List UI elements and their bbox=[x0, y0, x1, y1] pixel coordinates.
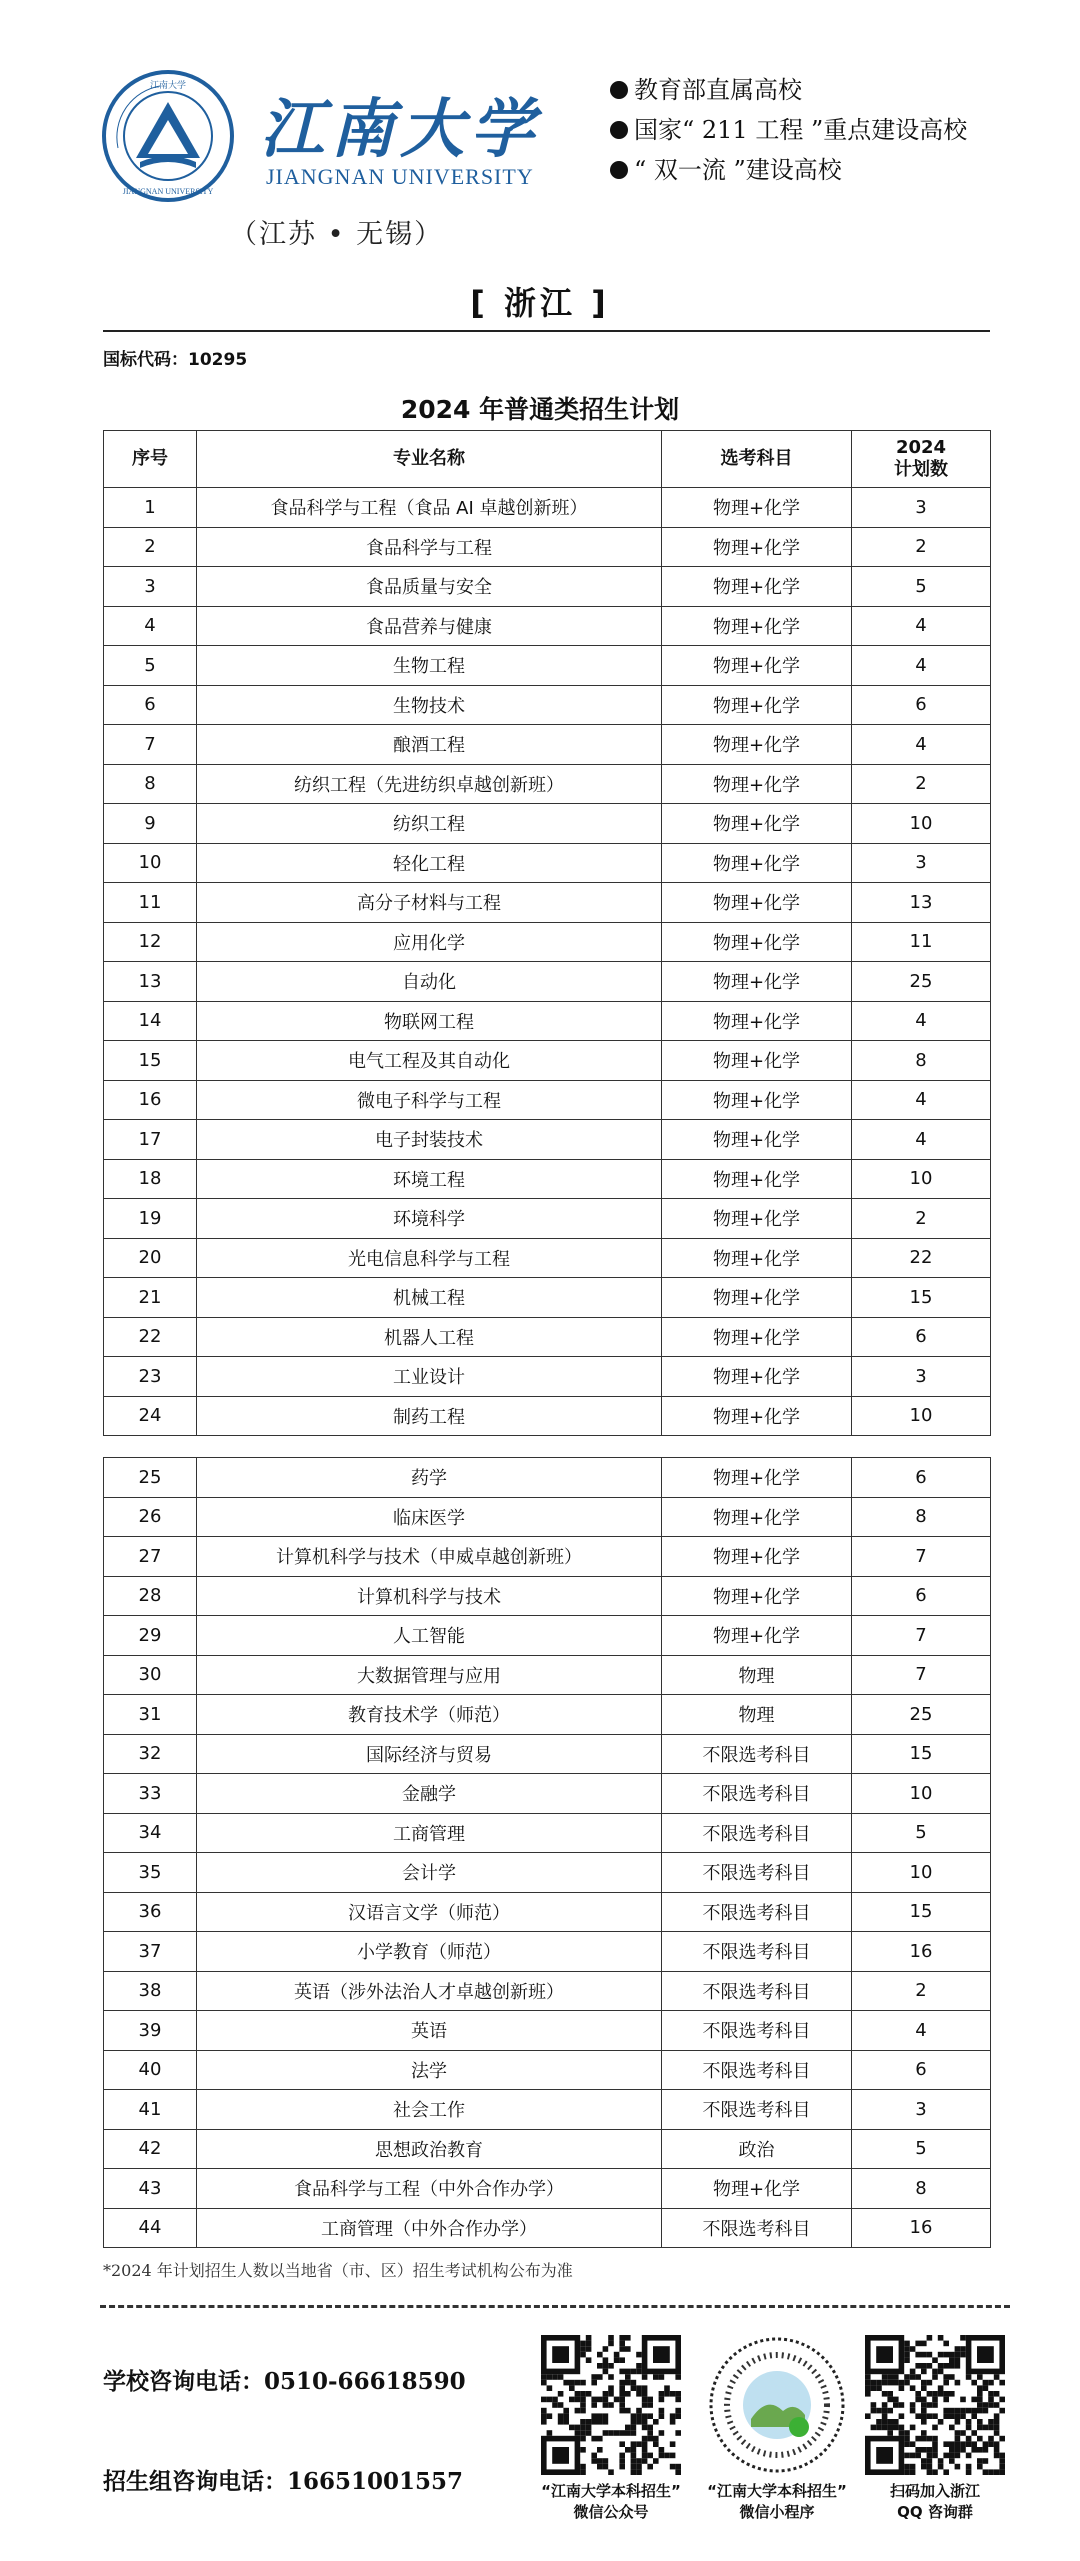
bullet-icon bbox=[610, 81, 628, 99]
cell-count: 6 bbox=[852, 1317, 991, 1357]
cell-no: 38 bbox=[104, 1971, 197, 2011]
cell-count: 13 bbox=[852, 883, 991, 923]
qr-caption: “江南大学本科招生” 微信公众号 bbox=[541, 2482, 681, 2521]
cell-no: 25 bbox=[104, 1458, 197, 1498]
table-row bbox=[104, 2169, 991, 2209]
cell-subject: 物理+化学 bbox=[662, 1080, 852, 1120]
cell-count: 10 bbox=[852, 1159, 991, 1199]
cell-subject: 物理+化学 bbox=[662, 1458, 852, 1498]
cell-count: 25 bbox=[852, 1695, 991, 1735]
table-row bbox=[104, 1199, 991, 1239]
cell-subject: 物理+化学 bbox=[662, 1041, 852, 1081]
cell-subject: 物理+化学 bbox=[662, 1120, 852, 1160]
cell-major: 微电子科学与工程 bbox=[197, 1080, 662, 1120]
table-header-row bbox=[104, 431, 991, 488]
cell-major: 大数据管理与应用 bbox=[197, 1655, 662, 1695]
cell-subject: 不限选考科目 bbox=[662, 1774, 852, 1814]
table-row bbox=[104, 1120, 991, 1160]
cell-subject: 物理+化学 bbox=[662, 883, 852, 923]
svg-text:江南大学: 江南大学 bbox=[149, 81, 187, 91]
cell-count: 2 bbox=[852, 764, 991, 804]
cell-count: 8 bbox=[852, 2169, 991, 2209]
table-row bbox=[104, 527, 991, 567]
table-row bbox=[104, 725, 991, 765]
qr-code-icon bbox=[865, 2335, 1005, 2475]
cell-major: 教育技术学（师范） bbox=[197, 1695, 662, 1735]
cell-no: 7 bbox=[104, 725, 197, 765]
cell-no: 13 bbox=[104, 962, 197, 1002]
cell-no: 5 bbox=[104, 646, 197, 686]
cell-count: 4 bbox=[852, 1001, 991, 1041]
cell-subject: 物理+化学 bbox=[662, 1497, 852, 1537]
cell-major: 国际经济与贸易 bbox=[197, 1734, 662, 1774]
cell-no: 20 bbox=[104, 1238, 197, 1278]
table-row bbox=[104, 883, 991, 923]
cell-count: 8 bbox=[852, 1041, 991, 1081]
cell-subject: 物理+化学 bbox=[662, 1396, 852, 1436]
cell-major: 环境工程 bbox=[197, 1159, 662, 1199]
cell-subject: 不限选考科目 bbox=[662, 2011, 852, 2051]
plan-title: 2024 年普通类招生计划 bbox=[400, 395, 680, 424]
cell-count: 4 bbox=[852, 1120, 991, 1160]
table-row bbox=[104, 488, 991, 528]
cell-major: 电子封装技术 bbox=[197, 1120, 662, 1160]
cell-count: 10 bbox=[852, 804, 991, 844]
cell-count: 6 bbox=[852, 1458, 991, 1498]
mini-program-code-icon bbox=[707, 2335, 847, 2475]
table-row bbox=[104, 1576, 991, 1616]
qr-wechat-account bbox=[536, 2335, 686, 2523]
cell-no: 34 bbox=[104, 1813, 197, 1853]
cell-subject: 不限选考科目 bbox=[662, 1813, 852, 1853]
cell-subject: 物理 bbox=[662, 1695, 852, 1735]
table-row bbox=[104, 685, 991, 725]
cell-subject: 物理+化学 bbox=[662, 1001, 852, 1041]
cell-no: 22 bbox=[104, 1317, 197, 1357]
cell-no: 9 bbox=[104, 804, 197, 844]
cell-major: 机械工程 bbox=[197, 1278, 662, 1318]
cell-major: 食品质量与安全 bbox=[197, 567, 662, 607]
cell-no: 18 bbox=[104, 1159, 197, 1199]
cell-subject: 不限选考科目 bbox=[662, 1734, 852, 1774]
cell-count: 4 bbox=[852, 606, 991, 646]
qr-mini-program bbox=[702, 2335, 852, 2523]
cell-count: 15 bbox=[852, 1734, 991, 1774]
cell-subject: 物理 bbox=[662, 1655, 852, 1695]
cell-no: 39 bbox=[104, 2011, 197, 2051]
cell-count: 6 bbox=[852, 1576, 991, 1616]
table-row bbox=[104, 567, 991, 607]
university-emblem-logo bbox=[100, 68, 236, 204]
cell-count: 7 bbox=[852, 1616, 991, 1656]
feature-item: “ 双一流 ”建设高校 bbox=[610, 150, 1030, 190]
cell-major: 法学 bbox=[197, 2050, 662, 2090]
cell-major: 纺织工程 bbox=[197, 804, 662, 844]
cell-major: 高分子材料与工程 bbox=[197, 883, 662, 923]
cell-no: 41 bbox=[104, 2090, 197, 2130]
cell-major: 计算机科学与技术（申威卓越创新班） bbox=[197, 1537, 662, 1577]
school-phone: 学校咨询电话：0510-66618590 bbox=[103, 2368, 466, 2395]
cell-count: 2 bbox=[852, 1971, 991, 2011]
cell-count: 10 bbox=[852, 1396, 991, 1436]
cell-subject: 物理+化学 bbox=[662, 804, 852, 844]
table-row bbox=[104, 646, 991, 686]
cell-count: 6 bbox=[852, 685, 991, 725]
cell-major: 轻化工程 bbox=[197, 843, 662, 883]
cell-no: 36 bbox=[104, 1892, 197, 1932]
cell-no: 14 bbox=[104, 1001, 197, 1041]
cell-major: 食品科学与工程（食品 AI 卓越创新班） bbox=[197, 488, 662, 528]
cell-no: 19 bbox=[104, 1199, 197, 1239]
table-row bbox=[104, 962, 991, 1002]
cell-no: 21 bbox=[104, 1278, 197, 1318]
cell-count: 7 bbox=[852, 1537, 991, 1577]
cell-major: 物联网工程 bbox=[197, 1001, 662, 1041]
cell-subject: 不限选考科目 bbox=[662, 1892, 852, 1932]
emblem-icon bbox=[100, 68, 236, 204]
table-row bbox=[104, 1734, 991, 1774]
cell-no: 31 bbox=[104, 1695, 197, 1735]
cell-subject: 物理+化学 bbox=[662, 764, 852, 804]
table-row bbox=[104, 1497, 991, 1537]
header-subject: 选考科目 bbox=[662, 431, 852, 488]
cell-no: 3 bbox=[104, 567, 197, 607]
university-name-cn: 江南大学 bbox=[260, 92, 540, 167]
cell-count: 4 bbox=[852, 2011, 991, 2051]
cell-count: 16 bbox=[852, 1932, 991, 1972]
cell-major: 计算机科学与技术 bbox=[197, 1576, 662, 1616]
cell-subject: 政治 bbox=[662, 2129, 852, 2169]
cell-count: 11 bbox=[852, 922, 991, 962]
cell-no: 37 bbox=[104, 1932, 197, 1972]
table-row bbox=[104, 2208, 991, 2248]
table-row bbox=[104, 843, 991, 883]
cell-no: 2 bbox=[104, 527, 197, 567]
table-row bbox=[104, 1041, 991, 1081]
cell-count: 25 bbox=[852, 962, 991, 1002]
footnote: *2024 年计划招生人数以当地省（市、区）招生考试机构公布为准 bbox=[103, 2261, 573, 2280]
cell-subject: 物理+化学 bbox=[662, 962, 852, 1002]
cell-major: 英语 bbox=[197, 2011, 662, 2051]
cell-count: 3 bbox=[852, 1357, 991, 1397]
cell-major: 应用化学 bbox=[197, 922, 662, 962]
cell-no: 8 bbox=[104, 764, 197, 804]
table-row bbox=[104, 1932, 991, 1972]
cell-count: 5 bbox=[852, 1813, 991, 1853]
feature-list bbox=[610, 70, 1030, 190]
cell-subject: 物理+化学 bbox=[662, 1238, 852, 1278]
cell-subject: 物理+化学 bbox=[662, 1537, 852, 1577]
cell-no: 33 bbox=[104, 1774, 197, 1814]
cell-no: 32 bbox=[104, 1734, 197, 1774]
cell-no: 26 bbox=[104, 1497, 197, 1537]
table-row bbox=[104, 1892, 991, 1932]
cell-no: 11 bbox=[104, 883, 197, 923]
cell-no: 24 bbox=[104, 1396, 197, 1436]
cell-major: 小学教育（师范） bbox=[197, 1932, 662, 1972]
table-row bbox=[104, 606, 991, 646]
cell-no: 23 bbox=[104, 1357, 197, 1397]
cell-no: 30 bbox=[104, 1655, 197, 1695]
cell-major: 社会工作 bbox=[197, 2090, 662, 2130]
table-row bbox=[104, 2090, 991, 2130]
cell-major: 光电信息科学与工程 bbox=[197, 1238, 662, 1278]
cell-no: 10 bbox=[104, 843, 197, 883]
enrollment-table-part1 bbox=[103, 430, 991, 1436]
cell-major: 电气工程及其自动化 bbox=[197, 1041, 662, 1081]
cell-major: 制药工程 bbox=[197, 1396, 662, 1436]
cell-count: 4 bbox=[852, 646, 991, 686]
cell-no: 12 bbox=[104, 922, 197, 962]
cell-subject: 物理+化学 bbox=[662, 685, 852, 725]
table-row bbox=[104, 1853, 991, 1893]
cell-count: 8 bbox=[852, 1497, 991, 1537]
cell-subject: 物理+化学 bbox=[662, 646, 852, 686]
cell-count: 2 bbox=[852, 527, 991, 567]
cell-subject: 不限选考科目 bbox=[662, 2208, 852, 2248]
cell-subject: 物理+化学 bbox=[662, 606, 852, 646]
cell-no: 28 bbox=[104, 1576, 197, 1616]
cell-count: 3 bbox=[852, 843, 991, 883]
cell-major: 人工智能 bbox=[197, 1616, 662, 1656]
cell-count: 6 bbox=[852, 2050, 991, 2090]
cell-count: 10 bbox=[852, 1853, 991, 1893]
table-row bbox=[104, 1655, 991, 1695]
cell-major: 工商管理 bbox=[197, 1813, 662, 1853]
table-row bbox=[104, 1357, 991, 1397]
cell-subject: 不限选考科目 bbox=[662, 1853, 852, 1893]
table-row bbox=[104, 1813, 991, 1853]
qr-code-icon bbox=[541, 2335, 681, 2475]
cell-subject: 物理+化学 bbox=[662, 725, 852, 765]
table-row bbox=[104, 764, 991, 804]
divider bbox=[103, 330, 990, 332]
table-row bbox=[104, 1238, 991, 1278]
cell-major: 生物工程 bbox=[197, 646, 662, 686]
table-row bbox=[104, 1001, 991, 1041]
cell-count: 15 bbox=[852, 1278, 991, 1318]
cell-subject: 物理+化学 bbox=[662, 843, 852, 883]
cell-no: 15 bbox=[104, 1041, 197, 1081]
table-row bbox=[104, 2050, 991, 2090]
table-row bbox=[104, 1278, 991, 1318]
table-row bbox=[104, 922, 991, 962]
cell-major: 工业设计 bbox=[197, 1357, 662, 1397]
dashed-divider bbox=[100, 2305, 1010, 2308]
header-count: 2024 计划数 bbox=[852, 431, 991, 488]
cell-count: 22 bbox=[852, 1238, 991, 1278]
cell-subject: 物理+化学 bbox=[662, 527, 852, 567]
cell-major: 食品科学与工程 bbox=[197, 527, 662, 567]
cell-major: 机器人工程 bbox=[197, 1317, 662, 1357]
table-row bbox=[104, 2129, 991, 2169]
table-row bbox=[104, 1616, 991, 1656]
university-name-en: JIANGNAN UNIVERSITY bbox=[266, 164, 534, 189]
cell-major: 汉语言文学（师范） bbox=[197, 1892, 662, 1932]
cell-major: 英语（涉外法治人才卓越创新班） bbox=[197, 1971, 662, 2011]
table-row bbox=[104, 1537, 991, 1577]
cell-no: 35 bbox=[104, 1853, 197, 1893]
cell-count: 4 bbox=[852, 725, 991, 765]
cell-major: 自动化 bbox=[197, 962, 662, 1002]
cell-no: 40 bbox=[104, 2050, 197, 2090]
qr-qq-group bbox=[860, 2335, 1010, 2523]
cell-no: 44 bbox=[104, 2208, 197, 2248]
header-major: 专业名称 bbox=[197, 431, 662, 488]
cell-count: 10 bbox=[852, 1774, 991, 1814]
cell-subject: 物理+化学 bbox=[662, 1317, 852, 1357]
table-row bbox=[104, 804, 991, 844]
cell-major: 会计学 bbox=[197, 1853, 662, 1893]
cell-subject: 物理+化学 bbox=[662, 1199, 852, 1239]
table-row bbox=[104, 1971, 991, 2011]
cell-no: 27 bbox=[104, 1537, 197, 1577]
cell-major: 金融学 bbox=[197, 1774, 662, 1814]
cell-count: 16 bbox=[852, 2208, 991, 2248]
cell-count: 2 bbox=[852, 1199, 991, 1239]
cell-count: 3 bbox=[852, 2090, 991, 2130]
cell-subject: 物理+化学 bbox=[662, 1576, 852, 1616]
cell-major: 酿酒工程 bbox=[197, 725, 662, 765]
feature-item: 教育部直属高校 bbox=[610, 70, 1030, 110]
university-location: （江苏 • 无锡） bbox=[230, 219, 444, 250]
cell-subject: 物理+化学 bbox=[662, 567, 852, 607]
bullet-icon bbox=[610, 121, 628, 139]
table-row bbox=[104, 1695, 991, 1735]
province-title: [ 浙江 ] bbox=[470, 284, 610, 322]
cell-subject: 不限选考科目 bbox=[662, 1971, 852, 2011]
cell-count: 3 bbox=[852, 488, 991, 528]
cell-count: 4 bbox=[852, 1080, 991, 1120]
cell-subject: 物理+化学 bbox=[662, 1616, 852, 1656]
qr-caption: “江南大学本科招生” 微信小程序 bbox=[707, 2482, 847, 2521]
cell-count: 7 bbox=[852, 1655, 991, 1695]
cell-subject: 物理+化学 bbox=[662, 488, 852, 528]
table-row bbox=[104, 1774, 991, 1814]
table-row bbox=[104, 1159, 991, 1199]
qr-caption: 扫码加入浙江 QQ 咨询群 bbox=[889, 2482, 980, 2521]
cell-major: 生物技术 bbox=[197, 685, 662, 725]
cell-subject: 不限选考科目 bbox=[662, 2090, 852, 2130]
cell-subject: 物理+化学 bbox=[662, 922, 852, 962]
cell-count: 5 bbox=[852, 567, 991, 607]
table-row bbox=[104, 1458, 991, 1498]
national-code: 国标代码：10295 bbox=[103, 350, 248, 370]
cell-no: 29 bbox=[104, 1616, 197, 1656]
team-phone: 招生组咨询电话：16651001557 bbox=[103, 2468, 464, 2495]
feature-item: 国家“ 211 工程 ”重点建设高校 bbox=[610, 110, 1030, 150]
cell-subject: 物理+化学 bbox=[662, 1159, 852, 1199]
cell-count: 15 bbox=[852, 1892, 991, 1932]
cell-major: 环境科学 bbox=[197, 1199, 662, 1239]
enrollment-table-part2 bbox=[103, 1457, 991, 2248]
cell-subject: 物理+化学 bbox=[662, 1357, 852, 1397]
table-row bbox=[104, 1317, 991, 1357]
table-row bbox=[104, 1080, 991, 1120]
svg-text:JIANGNAN UNIVERSITY: JIANGNAN UNIVERSITY bbox=[122, 187, 214, 196]
cell-major: 思想政治教育 bbox=[197, 2129, 662, 2169]
cell-no: 4 bbox=[104, 606, 197, 646]
cell-no: 17 bbox=[104, 1120, 197, 1160]
cell-major: 食品科学与工程（中外合作办学） bbox=[197, 2169, 662, 2209]
cell-subject: 不限选考科目 bbox=[662, 2050, 852, 2090]
cell-subject: 物理+化学 bbox=[662, 2169, 852, 2209]
header bbox=[100, 60, 1020, 260]
cell-subject: 不限选考科目 bbox=[662, 1932, 852, 1972]
cell-major: 临床医学 bbox=[197, 1497, 662, 1537]
cell-major: 工商管理（中外合作办学） bbox=[197, 2208, 662, 2248]
cell-no: 42 bbox=[104, 2129, 197, 2169]
cell-count: 5 bbox=[852, 2129, 991, 2169]
table-row bbox=[104, 2011, 991, 2051]
cell-major: 食品营养与健康 bbox=[197, 606, 662, 646]
header-no: 序号 bbox=[104, 431, 197, 488]
cell-no: 1 bbox=[104, 488, 197, 528]
cell-no: 16 bbox=[104, 1080, 197, 1120]
table-row bbox=[104, 1396, 991, 1436]
cell-subject: 物理+化学 bbox=[662, 1278, 852, 1318]
bullet-icon bbox=[610, 161, 628, 179]
cell-no: 43 bbox=[104, 2169, 197, 2209]
cell-major: 纺织工程（先进纺织卓越创新班） bbox=[197, 764, 662, 804]
cell-no: 6 bbox=[104, 685, 197, 725]
cell-major: 药学 bbox=[197, 1458, 662, 1498]
